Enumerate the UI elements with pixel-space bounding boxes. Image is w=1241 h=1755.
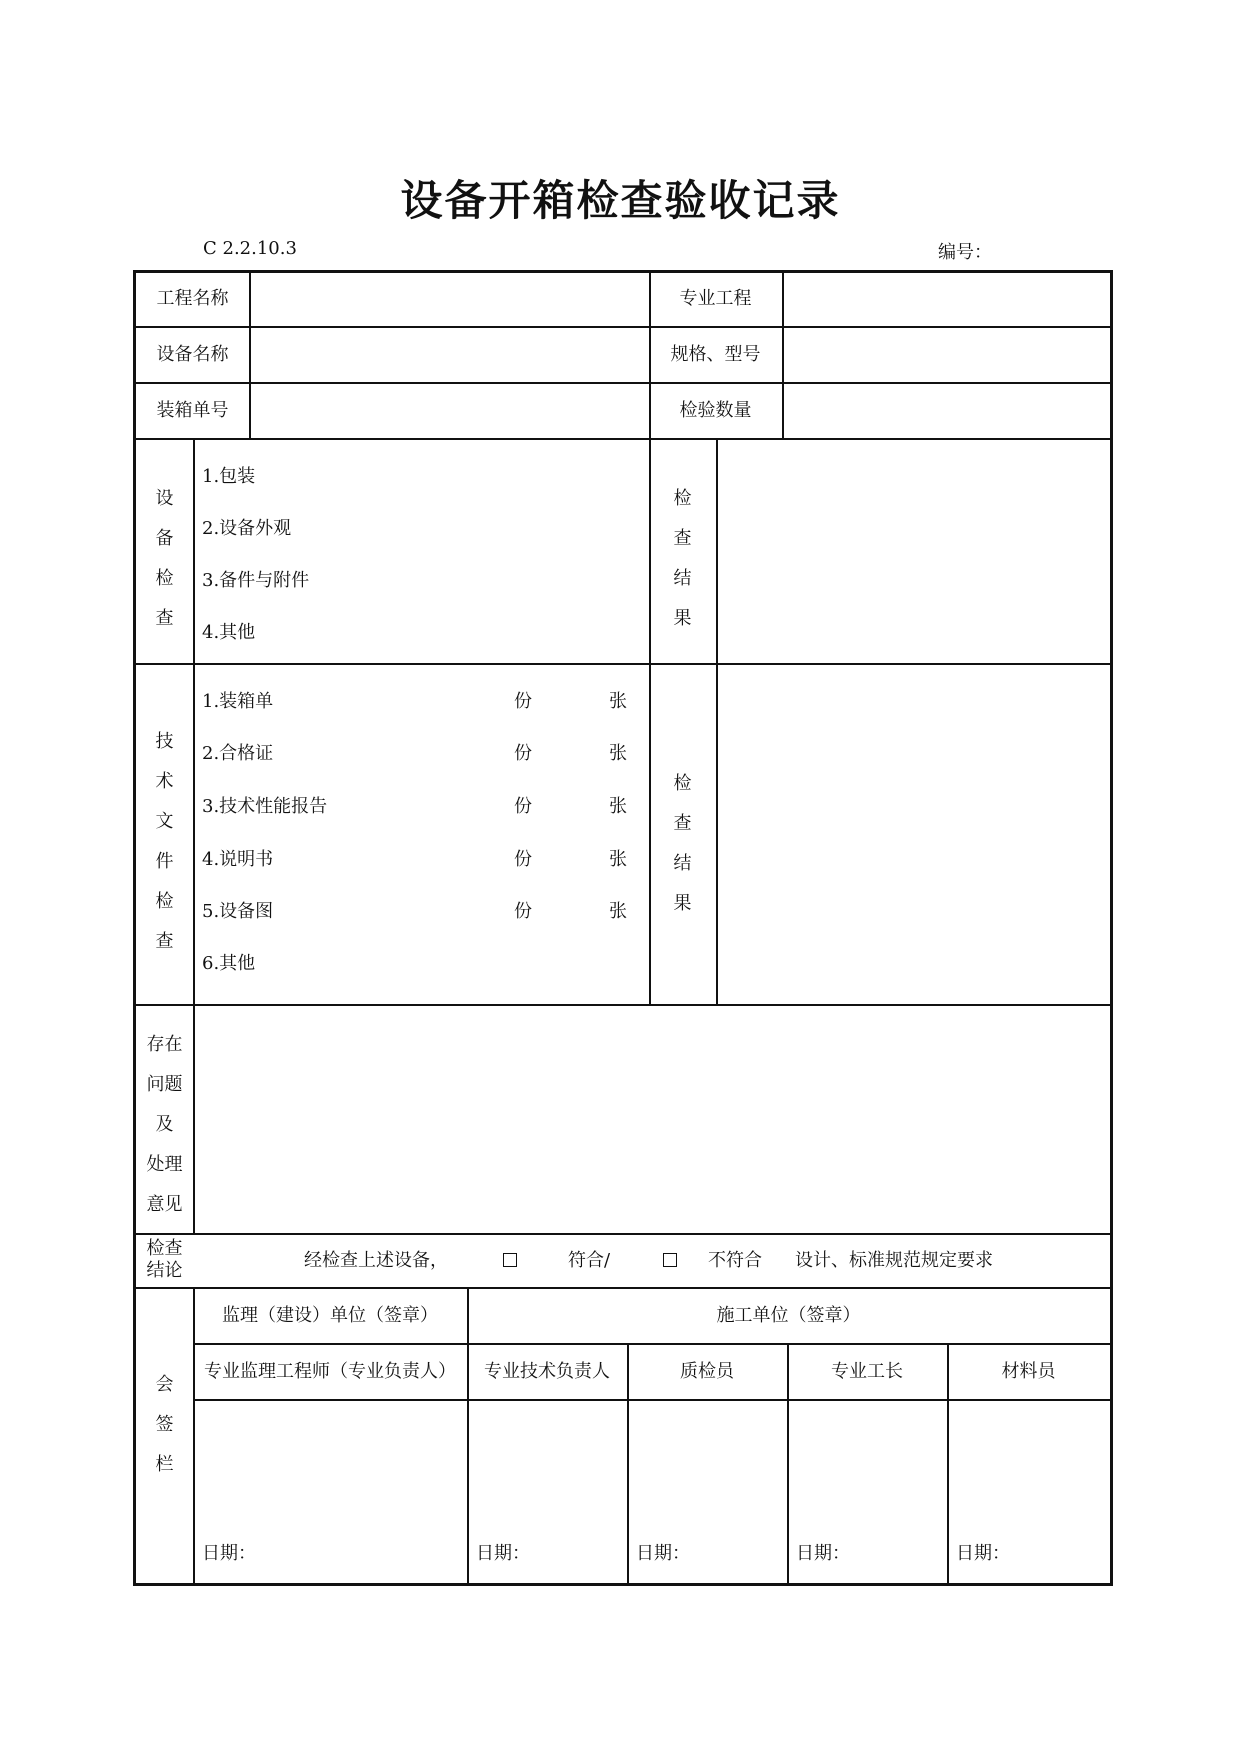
conclusion-label: 检查 结论	[146, 1238, 183, 1281]
conclusion-suffix: 设计、标准规范规定要求	[795, 1250, 993, 1271]
role-supervising-engineer: 专业监理工程师（专业负责人）	[204, 1361, 456, 1382]
tech-doc-copies-unit: 份	[514, 743, 532, 764]
construction-unit-label: 施工单位（签章）	[716, 1305, 861, 1326]
tech-doc-copies-unit: 份	[514, 691, 532, 712]
tech-doc-item: 4.说明书	[202, 849, 274, 870]
specialty-label: 专业工程	[679, 288, 752, 309]
equipment-check-item: 1.包装	[202, 466, 256, 487]
date-label: 日期：	[636, 1543, 690, 1564]
tech-doc-item: 5.设备图	[202, 901, 274, 922]
tech-doc-copies-unit: 份	[514, 901, 532, 922]
date-label: 日期：	[956, 1543, 1010, 1564]
role-foreman: 专业工长	[831, 1361, 903, 1382]
tech-doc-copies-unit: 份	[514, 796, 532, 817]
equipment-check-item: 2.设备外观	[202, 518, 292, 539]
tech-doc-sheets-unit: 张	[609, 901, 627, 922]
project-name-label: 工程名称	[156, 288, 229, 309]
tech-doc-sheets-unit: 张	[609, 691, 627, 712]
tech-doc-sheets-unit: 张	[609, 849, 627, 870]
packing-list-no-label: 装箱单号	[156, 400, 229, 421]
inspection-qty-label: 检验数量	[679, 400, 752, 421]
date-label: 日期：	[476, 1543, 530, 1564]
tech-doc-item: 3.技术性能报告	[202, 796, 328, 817]
equipment-check-item: 3.备件与附件	[202, 570, 310, 591]
page-title: 设备开箱检查验收记录	[400, 176, 841, 225]
issues-label: 存在 问题 及 处理 意见	[146, 1034, 183, 1215]
spec-model-label: 规格、型号	[670, 344, 761, 365]
tech-doc-copies-unit: 份	[514, 849, 532, 870]
equipment-check-item: 4.其他	[202, 622, 256, 643]
equipment-check-label: 设 备 检 查	[155, 488, 174, 629]
date-label: 日期：	[202, 1543, 256, 1564]
tech-doc-sheets-unit: 张	[609, 743, 627, 764]
equipment-check-result-label: 检 查 结 果	[673, 488, 692, 629]
supervision-unit-label: 监理（建设）单位（签章）	[222, 1305, 438, 1326]
tech-doc-item: 2.合格证	[202, 743, 274, 764]
serial-number-label: 编号：	[938, 242, 992, 263]
equipment-name-label: 设备名称	[156, 344, 229, 365]
tech-docs-check-label: 技 术 文 件 检 查	[155, 731, 174, 952]
form-code: C 2.2.10.3	[203, 238, 297, 259]
date-label: 日期：	[796, 1543, 850, 1564]
nonconform-checkbox[interactable]	[663, 1252, 677, 1270]
tech-doc-sheets-unit: 张	[609, 796, 627, 817]
tech-docs-result-label: 检 查 结 果	[673, 773, 692, 914]
role-technical-lead: 专业技术负责人	[484, 1361, 610, 1382]
conform-option-label: 符合/	[568, 1250, 611, 1271]
signoff-label: 会 签 栏	[155, 1374, 174, 1475]
tech-doc-item: 1.装箱单	[202, 691, 274, 712]
role-material-clerk: 材料员	[1001, 1361, 1056, 1382]
nonconform-option-label: 不符合	[708, 1250, 762, 1271]
conclusion-prefix: 经检查上述设备，	[304, 1250, 448, 1271]
tech-doc-item: 6.其他	[202, 953, 256, 974]
conform-checkbox[interactable]	[503, 1252, 517, 1270]
record-table	[133, 270, 1113, 1586]
role-quality-inspector: 质检员	[680, 1361, 734, 1382]
